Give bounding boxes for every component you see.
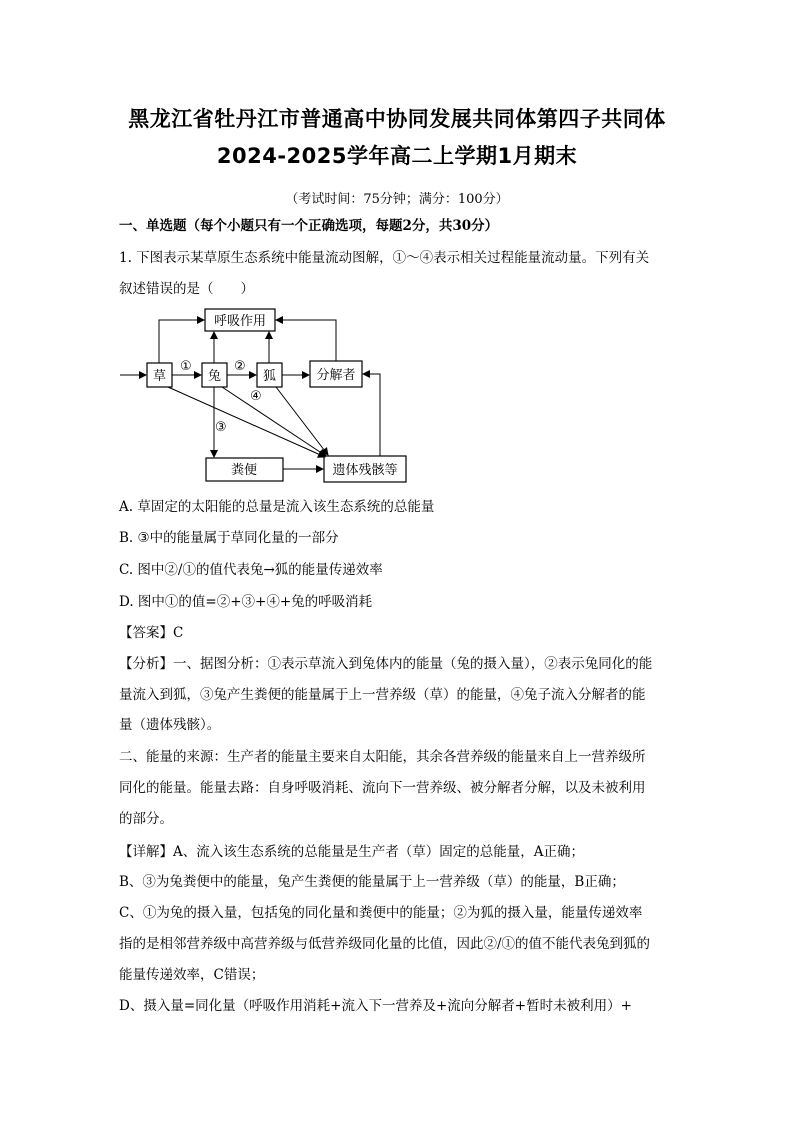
rabbit-label: 兔 xyxy=(207,369,222,384)
energy-flow-diagram xyxy=(118,305,418,485)
answer-line: 【答案】C xyxy=(119,625,184,641)
detail-line5: 能量传递效率，C错误； xyxy=(119,967,265,983)
option-d: D. 图中①的值=②+③+④+兔的呼吸消耗 xyxy=(119,594,373,610)
detail-line1: 【详解】A、流入该生态系统的总能量是生产者（草）固定的总能量，A正确； xyxy=(119,844,584,860)
detail-line4: 指的是相邻营养级中高营养级与低营养级同化量的比值，因此②/①的值不能代表兔到狐的 xyxy=(119,936,651,952)
analysis-line2: 量流入到狐，③兔产生粪便的能量属于上一营养级（草）的能量，④兔子流入分解者的能 xyxy=(119,687,646,703)
fox-label: 狐 xyxy=(262,369,277,384)
option-c: C. 图中②/①的值代表兔→狐的能量传递效率 xyxy=(119,562,383,578)
remains-label: 遗体残骸等 xyxy=(332,463,398,478)
analysis-line3: 量（遗体残骸）。 xyxy=(119,717,221,733)
question-stem-line1: 1. 下图表示某草原生态系统中能量流动图解，①～④表示相关过程能量流动量。下列有关 xyxy=(119,250,650,266)
respiration-label: 呼吸作用 xyxy=(213,314,267,329)
document-title-line1: 黑龙江省牡丹江市普通高中协同发展共同体第四子共同体 xyxy=(128,107,666,131)
detail-line6: D、摄入量=同化量（呼吸作用消耗+流入下一营养及+流向分解者+暂时未被利用）+ xyxy=(119,998,632,1014)
analysis-line6: 的部分。 xyxy=(119,811,173,827)
grass-label: 草 xyxy=(152,369,167,384)
feces-label: 粪便 xyxy=(230,463,258,478)
mark-4: ④ xyxy=(250,389,262,404)
analysis-line5: 同化的能量。能量去路：自身呼吸消耗、流向下一营养级、被分解者分解，以及未被利用 xyxy=(119,780,646,796)
detail-line2: B、③为兔粪便中的能量，兔产生粪便的能量属于上一营养级（草）的能量，B正确； xyxy=(119,874,625,890)
exam-info: （考试时间：75分钟；满分：100分） xyxy=(285,192,509,207)
mark-3: ③ xyxy=(215,420,227,435)
section-heading: 一、单选题（每个小题只有一个正确选项，每题2分，共30分） xyxy=(119,218,499,234)
detail-line3: C、①为兔的摄入量，包括兔的同化量和粪便中的能量；②为狐的摄入量，能量传递效率 xyxy=(119,905,643,921)
analysis-line4: 二、能量的来源：生产者的能量主要来自太阳能，其余各营养级的能量来自上一营养级所 xyxy=(119,749,646,765)
decomposer-label: 分解者 xyxy=(316,368,356,383)
option-b: B. ③中的能量属于草同化量的一部分 xyxy=(119,530,339,546)
document-title-line2: 2024-2025学年高二上学期1月期末 xyxy=(216,144,578,168)
mark-2: ② xyxy=(234,359,246,374)
analysis-line1: 【分析】一、据图分析：①表示草流入到兔体内的能量（兔的摄入量），②表示兔同化的能 xyxy=(119,656,653,672)
question-stem-line2: 叙述错误的是（ ） xyxy=(119,281,254,297)
option-a: A. 草固定的太阳能的总量是流入该生态系统的总能量 xyxy=(119,499,435,515)
mark-1: ① xyxy=(180,359,192,374)
